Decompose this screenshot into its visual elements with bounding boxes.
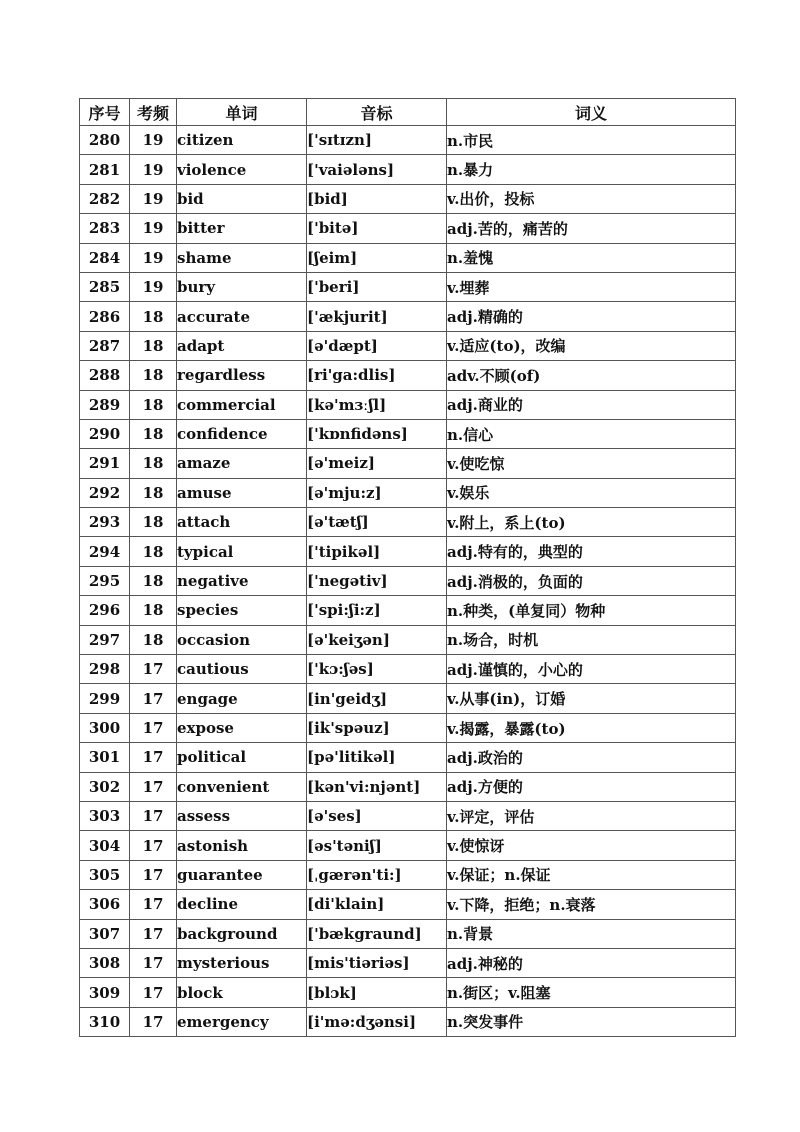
row-phonetic: ['tipikəl]: [307, 537, 447, 566]
row-frequency: 18: [130, 537, 177, 566]
row-meaning: v.评定，评估: [447, 801, 736, 830]
row-meaning: v.附上，系上(to): [447, 508, 736, 537]
row-frequency: 17: [130, 772, 177, 801]
row-phonetic: ['bækgraund]: [307, 919, 447, 948]
row-number: 307: [80, 919, 130, 948]
row-number: 310: [80, 1007, 130, 1036]
row-word: cautious: [177, 655, 307, 684]
row-phonetic: [ə'tætʃ]: [307, 508, 447, 537]
row-number: 304: [80, 831, 130, 860]
row-number: 296: [80, 596, 130, 625]
row-word: astonish: [177, 831, 307, 860]
row-phonetic: [ri'ga:dlis]: [307, 361, 447, 390]
row-phonetic: ['kɔ:ʃəs]: [307, 655, 447, 684]
table-row: [80, 772, 736, 801]
table-row: [80, 126, 736, 155]
table-row: [80, 713, 736, 742]
row-number: 291: [80, 449, 130, 478]
row-number: 281: [80, 155, 130, 184]
row-meaning: adj.方便的: [447, 772, 736, 801]
table-row: [80, 596, 736, 625]
row-phonetic: [ə'meiz]: [307, 449, 447, 478]
row-meaning: adj.特有的，典型的: [447, 537, 736, 566]
row-meaning: n.市民: [447, 126, 736, 155]
row-meaning: v.揭露，暴露(to): [447, 713, 736, 742]
row-number: 305: [80, 860, 130, 889]
row-meaning: adj.精确的: [447, 302, 736, 331]
row-number: 295: [80, 566, 130, 595]
table-row: [80, 684, 736, 713]
header-freq: 考频: [130, 99, 177, 126]
row-phonetic: ['spi:ʃi:z]: [307, 596, 447, 625]
row-number: 285: [80, 272, 130, 301]
header-no: 序号: [80, 99, 130, 126]
table-row: [80, 243, 736, 272]
row-phonetic: ['sɪtɪzn]: [307, 126, 447, 155]
row-frequency: 18: [130, 419, 177, 448]
row-number: 292: [80, 478, 130, 507]
row-meaning: v.从事(in)，订婚: [447, 684, 736, 713]
row-number: 294: [80, 537, 130, 566]
row-word: adapt: [177, 331, 307, 360]
table-row: [80, 566, 736, 595]
row-phonetic: [ʃeim]: [307, 243, 447, 272]
row-phonetic: [blɔk]: [307, 978, 447, 1007]
row-meaning: v.埋葬: [447, 272, 736, 301]
row-meaning: n.暴力: [447, 155, 736, 184]
table-row: [80, 831, 736, 860]
table-row: [80, 890, 736, 919]
row-meaning: v.保证；n.保证: [447, 860, 736, 889]
table-row: [80, 184, 736, 213]
row-word: guarantee: [177, 860, 307, 889]
row-word: commercial: [177, 390, 307, 419]
row-meaning: adj.商业的: [447, 390, 736, 419]
row-frequency: 18: [130, 625, 177, 654]
row-word: expose: [177, 713, 307, 742]
row-word: bitter: [177, 214, 307, 243]
row-frequency: 17: [130, 684, 177, 713]
row-word: citizen: [177, 126, 307, 155]
row-phonetic: [i'mə:dʒənsi]: [307, 1007, 447, 1036]
row-word: emergency: [177, 1007, 307, 1036]
row-phonetic: [di'klain]: [307, 890, 447, 919]
row-frequency: 17: [130, 890, 177, 919]
row-number: 300: [80, 713, 130, 742]
row-meaning: adj.政治的: [447, 743, 736, 772]
row-word: species: [177, 596, 307, 625]
row-word: bury: [177, 272, 307, 301]
row-frequency: 17: [130, 1007, 177, 1036]
row-phonetic: [in'geidʒ]: [307, 684, 447, 713]
table-row: [80, 449, 736, 478]
row-word: block: [177, 978, 307, 1007]
row-number: 286: [80, 302, 130, 331]
row-meaning: n.背景: [447, 919, 736, 948]
row-frequency: 18: [130, 478, 177, 507]
row-phonetic: [pə'litikəl]: [307, 743, 447, 772]
row-phonetic: [əs'təniʃ]: [307, 831, 447, 860]
row-word: negative: [177, 566, 307, 595]
row-word: bid: [177, 184, 307, 213]
row-frequency: 17: [130, 831, 177, 860]
row-word: decline: [177, 890, 307, 919]
table-row: [80, 655, 736, 684]
row-frequency: 17: [130, 978, 177, 1007]
row-number: 297: [80, 625, 130, 654]
table-row: [80, 214, 736, 243]
row-word: regardless: [177, 361, 307, 390]
table-row: [80, 1007, 736, 1036]
row-phonetic: ['beri]: [307, 272, 447, 301]
row-meaning: n.种类，(单复同）物种: [447, 596, 736, 625]
row-meaning: v.使惊讶: [447, 831, 736, 860]
table-row: [80, 860, 736, 889]
row-frequency: 19: [130, 214, 177, 243]
table-row: [80, 390, 736, 419]
row-frequency: 17: [130, 743, 177, 772]
table-row: [80, 625, 736, 654]
row-frequency: 19: [130, 155, 177, 184]
row-frequency: 17: [130, 713, 177, 742]
header-row: [80, 99, 736, 126]
row-number: 303: [80, 801, 130, 830]
row-number: 298: [80, 655, 130, 684]
row-phonetic: [mis'tiəriəs]: [307, 948, 447, 977]
row-number: 284: [80, 243, 130, 272]
header-word: 单词: [177, 99, 307, 126]
row-phonetic: ['negətiv]: [307, 566, 447, 595]
table-body: [80, 126, 736, 1037]
row-number: 306: [80, 890, 130, 919]
row-word: accurate: [177, 302, 307, 331]
row-number: 308: [80, 948, 130, 977]
table-row: [80, 331, 736, 360]
row-frequency: 18: [130, 331, 177, 360]
row-word: mysterious: [177, 948, 307, 977]
row-word: shame: [177, 243, 307, 272]
row-frequency: 18: [130, 361, 177, 390]
row-frequency: 19: [130, 126, 177, 155]
row-word: political: [177, 743, 307, 772]
row-frequency: 17: [130, 948, 177, 977]
row-word: confidence: [177, 419, 307, 448]
table-row: [80, 302, 736, 331]
row-frequency: 17: [130, 919, 177, 948]
row-meaning: n.街区；v.阻塞: [447, 978, 736, 1007]
row-meaning: v.适应(to)，改编: [447, 331, 736, 360]
row-phonetic: [ə'ses]: [307, 801, 447, 830]
row-phonetic: [ə'dæpt]: [307, 331, 447, 360]
row-number: 299: [80, 684, 130, 713]
row-word: engage: [177, 684, 307, 713]
table-row: [80, 361, 736, 390]
row-word: attach: [177, 508, 307, 537]
table-row: [80, 508, 736, 537]
row-number: 283: [80, 214, 130, 243]
row-frequency: 17: [130, 860, 177, 889]
row-meaning: adv.不顾(of): [447, 361, 736, 390]
row-phonetic: [ik'spəuz]: [307, 713, 447, 742]
row-phonetic: [kən'vi:njənt]: [307, 772, 447, 801]
row-number: 301: [80, 743, 130, 772]
row-frequency: 19: [130, 184, 177, 213]
row-frequency: 18: [130, 449, 177, 478]
table-row: [80, 978, 736, 1007]
row-meaning: v.下降，拒绝；n.衰落: [447, 890, 736, 919]
row-phonetic: ['kɒnfidəns]: [307, 419, 447, 448]
row-meaning: n.羞愧: [447, 243, 736, 272]
row-word: amaze: [177, 449, 307, 478]
row-meaning: adj.消极的，负面的: [447, 566, 736, 595]
row-word: amuse: [177, 478, 307, 507]
header-meaning: 词义: [447, 99, 736, 126]
row-phonetic: [ə'mju:z]: [307, 478, 447, 507]
row-meaning: v.出价，投标: [447, 184, 736, 213]
table-row: [80, 272, 736, 301]
row-number: 280: [80, 126, 130, 155]
table-row: [80, 801, 736, 830]
row-meaning: adj.神秘的: [447, 948, 736, 977]
row-meaning: adj.苦的，痛苦的: [447, 214, 736, 243]
row-frequency: 18: [130, 390, 177, 419]
row-number: 288: [80, 361, 130, 390]
table-row: [80, 919, 736, 948]
row-phonetic: [kə'mɜːʃl]: [307, 390, 447, 419]
row-meaning: adj.谨慎的，小心的: [447, 655, 736, 684]
row-number: 282: [80, 184, 130, 213]
row-word: violence: [177, 155, 307, 184]
row-meaning: n.突发事件: [447, 1007, 736, 1036]
row-number: 302: [80, 772, 130, 801]
row-number: 287: [80, 331, 130, 360]
row-frequency: 18: [130, 596, 177, 625]
row-frequency: 17: [130, 655, 177, 684]
row-meaning: v.使吃惊: [447, 449, 736, 478]
row-number: 309: [80, 978, 130, 1007]
row-frequency: 18: [130, 566, 177, 595]
row-word: convenient: [177, 772, 307, 801]
table-row: [80, 948, 736, 977]
row-phonetic: [ˌgærən'ti:]: [307, 860, 447, 889]
table-row: [80, 743, 736, 772]
vocabulary-table: [79, 98, 736, 1037]
row-frequency: 19: [130, 272, 177, 301]
row-frequency: 19: [130, 243, 177, 272]
row-number: 290: [80, 419, 130, 448]
table-row: [80, 478, 736, 507]
row-phonetic: ['bitə]: [307, 214, 447, 243]
table-row: [80, 537, 736, 566]
table-row: [80, 419, 736, 448]
row-phonetic: [bid]: [307, 184, 447, 213]
row-frequency: 17: [130, 801, 177, 830]
row-meaning: n.场合，时机: [447, 625, 736, 654]
row-word: typical: [177, 537, 307, 566]
row-meaning: n.信心: [447, 419, 736, 448]
table-header: [80, 99, 736, 126]
row-frequency: 18: [130, 508, 177, 537]
row-phonetic: ['ækjurit]: [307, 302, 447, 331]
header-phonetic: 音标: [307, 99, 447, 126]
row-phonetic: [ə'keiʒən]: [307, 625, 447, 654]
row-word: background: [177, 919, 307, 948]
row-phonetic: ['vaiələns]: [307, 155, 447, 184]
table-row: [80, 155, 736, 184]
row-meaning: v.娱乐: [447, 478, 736, 507]
row-number: 293: [80, 508, 130, 537]
row-frequency: 18: [130, 302, 177, 331]
row-word: assess: [177, 801, 307, 830]
row-word: occasion: [177, 625, 307, 654]
row-number: 289: [80, 390, 130, 419]
